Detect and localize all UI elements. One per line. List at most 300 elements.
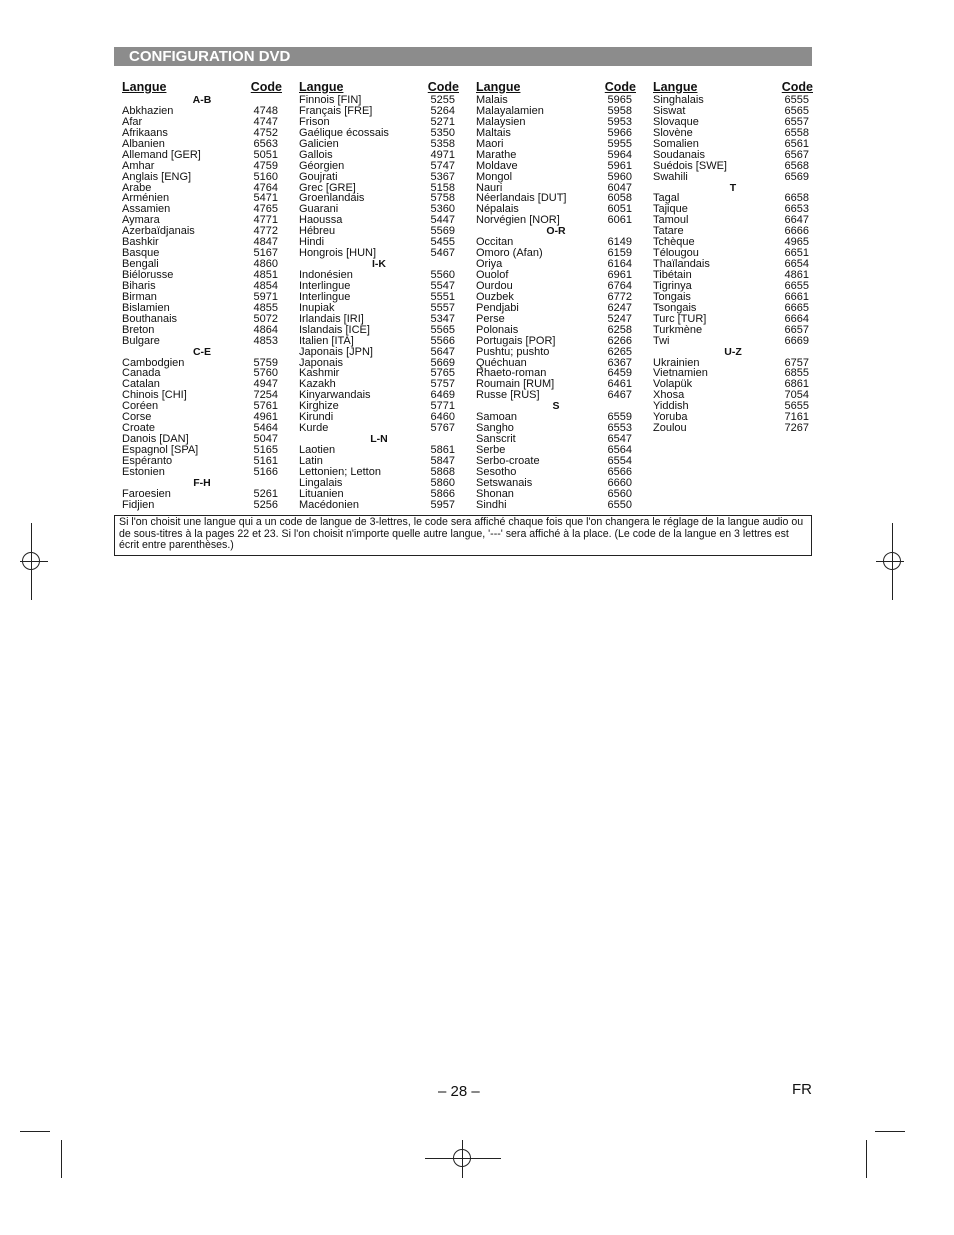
language-name: Croate (122, 422, 156, 435)
language-name: Turkmène (653, 323, 703, 336)
language-name: Sindhi (476, 498, 507, 511)
language-name: Thaïlandais (653, 258, 710, 271)
language-code: 6664 (784, 312, 809, 325)
language-code: 5047 (253, 433, 278, 446)
language-name: Somalien (653, 137, 699, 150)
section-divider (653, 347, 813, 358)
language-code: 4860 (253, 258, 278, 271)
language-code: 5256 (253, 498, 278, 511)
language-code: 6560 (607, 487, 632, 500)
section-label: O-R (546, 225, 566, 238)
language-name: Hongrois [HUN] (299, 247, 377, 260)
language-code: 6047 (607, 181, 632, 194)
language-code: 6459 (607, 367, 632, 380)
page-number: – 28 – (438, 1083, 480, 1100)
language-code: 6461 (607, 378, 632, 391)
language-row (653, 150, 813, 161)
language-code: 5758 (430, 192, 455, 205)
language-name: Birman (122, 290, 157, 303)
language-code: 6647 (784, 214, 809, 227)
language-code: 6568 (784, 159, 809, 172)
language-code: 6565 (784, 104, 809, 117)
language-code: 4861 (784, 269, 809, 281)
language-code: 5866 (430, 487, 455, 500)
section-label: L-N (370, 433, 388, 446)
language-code: 5971 (253, 290, 278, 303)
language-name: Basque (122, 247, 160, 260)
language-code: 5367 (430, 170, 455, 183)
language-code: 5761 (253, 400, 278, 413)
language-code: 5161 (253, 454, 278, 467)
language-name: Chinois [CHI] (122, 389, 187, 402)
language-code: 6555 (784, 94, 809, 106)
language-name: Kashmir (299, 367, 340, 380)
column-header-langue: Langue (299, 80, 344, 94)
language-name: Kirghize (299, 400, 339, 413)
language-name: Serbo-croate (476, 454, 540, 467)
language-name: Pendjabi (476, 301, 519, 314)
language-row (122, 150, 282, 161)
language-name: Hébreu (299, 225, 336, 238)
language-code: 6554 (607, 454, 632, 467)
language-code: 6764 (607, 279, 632, 292)
language-code: 6651 (784, 247, 809, 260)
language-row (299, 161, 459, 172)
language-name: Japonais [JPN] (299, 345, 373, 358)
language-code: 6051 (607, 203, 632, 216)
language-code: 5560 (430, 269, 455, 281)
language-name: Sangho (476, 422, 514, 435)
note-text: Si l'on choisit une langue qui a un code de langue de 3-lettres, le code sera affiché chaque fois que l'on changera le réglage de la langue audio ou de sous-titres à la pages 22 et 23. Si l'on choisit n'importe quelle autre langue, '---' sera affiché à la place. (Le code de la langue en 3 lettres est écrit entre parenthèses.) (119, 516, 804, 552)
language-name: Japonais (299, 356, 344, 369)
language-code: 6164 (607, 258, 632, 271)
language-row (299, 347, 459, 358)
language-name: Macédonien (299, 498, 359, 511)
language-name: Yoruba (653, 411, 688, 424)
language-name: Marathe (476, 148, 517, 161)
language-code: 6558 (784, 126, 809, 139)
language-code: 4747 (253, 115, 278, 128)
language-name: Catalan (122, 378, 160, 391)
language-name: Yiddish (653, 400, 689, 413)
language-name: Xhosa (653, 389, 685, 402)
language-code: 5759 (253, 356, 278, 369)
language-name: Allemand [GER] (122, 148, 201, 161)
language-code: 6669 (784, 334, 809, 347)
language-name: Inupiak (299, 301, 335, 314)
language-name: Tsongais (653, 301, 697, 314)
language-code: 6757 (784, 356, 809, 369)
language-name: Norvégien [NOR] (476, 214, 560, 227)
language-name: Tamoul (653, 214, 689, 227)
language-code: 6566 (607, 465, 632, 478)
language-code: 6469 (430, 389, 455, 402)
language-name: Interlingue (299, 279, 351, 292)
language-code: 6258 (607, 323, 632, 336)
language-code: 6567 (784, 148, 809, 161)
language-code: 6657 (784, 323, 809, 336)
language-code: 6266 (607, 334, 632, 347)
language-name: Moldave (476, 159, 518, 172)
language-name: Tchèque (653, 236, 695, 249)
language-name: Français [FRE] (299, 104, 373, 117)
language-name: Cambodgien (122, 356, 185, 369)
language-name: Corse (122, 411, 152, 424)
language-name: Azerbaïdjanais (122, 225, 195, 238)
column-header-langue: Langue (653, 80, 698, 94)
language-code: 5860 (430, 476, 455, 489)
language-name: Faroesien (122, 487, 171, 500)
language-name: Groenlandais (299, 192, 365, 205)
language-row (476, 172, 636, 183)
language-name: Sanscrit (476, 433, 516, 446)
language-name: Lettonien; Letton (299, 465, 381, 478)
registration-mark-bottom-icon (453, 1149, 471, 1167)
language-row (476, 336, 636, 347)
language-code: 5655 (784, 400, 809, 413)
language-name: Oriya (476, 258, 503, 271)
column-header-code: Code (427, 80, 459, 94)
language-code: 5464 (253, 422, 278, 435)
language-code: 5467 (430, 247, 455, 260)
language-code: 6367 (607, 356, 632, 369)
language-code: 6553 (607, 422, 632, 435)
language-code: 5455 (430, 236, 455, 249)
language-name: Bengali (122, 258, 159, 271)
language-code: 5566 (430, 334, 455, 347)
language-code: 4765 (253, 203, 278, 216)
language-name: Tajique (653, 203, 688, 216)
language-code: 5669 (430, 356, 455, 369)
language-name: Gaélique écossais (299, 126, 389, 139)
crop-mark-bottom-left-h (20, 1131, 50, 1132)
language-code: 5966 (607, 126, 632, 139)
language-name: Twi (653, 334, 670, 347)
language-name: Interlingue (299, 290, 351, 303)
language-code: 5551 (430, 290, 455, 303)
language-name: Malaysien (476, 115, 526, 128)
language-row (122, 325, 282, 336)
language-row (299, 500, 459, 511)
language-name: Pushtu; pushto (476, 345, 550, 358)
language-code: 5261 (253, 487, 278, 500)
language-name: Abkhazien (122, 104, 174, 117)
language-code: 5350 (430, 126, 455, 139)
language-name: Shonan (476, 487, 514, 500)
language-name: Breton (122, 323, 155, 336)
language-name: Setswanais (476, 476, 533, 489)
language-code: 5958 (607, 104, 632, 117)
section-label: T (729, 181, 737, 194)
language-name: Anglais [ENG] (122, 170, 192, 183)
column-header-code: Code (250, 80, 282, 94)
language-code: 5965 (607, 94, 632, 106)
language-code: 6561 (784, 137, 809, 150)
language-code: 5565 (430, 323, 455, 336)
language-code: 5961 (607, 159, 632, 172)
language-column-3 (476, 80, 636, 511)
language-name: Suédois [SWE] (653, 159, 727, 172)
language-code: 6666 (784, 225, 809, 238)
language-code: 5160 (253, 170, 278, 183)
language-row (122, 500, 282, 511)
language-code: 6861 (784, 378, 809, 391)
language-code: 4853 (253, 334, 278, 347)
language-name: Portugais [POR] (476, 334, 556, 347)
language-code: 4772 (253, 225, 278, 238)
language-code: 5158 (430, 181, 455, 194)
column-header (653, 80, 813, 95)
language-name: Roumain [RUM] (476, 378, 555, 391)
language-code: 5757 (430, 378, 455, 391)
language-name: Tongais (653, 290, 691, 303)
language-code: 5447 (430, 214, 455, 227)
language-row (122, 161, 282, 172)
section-title-bar (114, 47, 812, 66)
language-code: 4771 (253, 214, 278, 227)
crop-mark-bottom-left-v (61, 1140, 62, 1178)
language-name: Indonésien (299, 269, 353, 281)
language-code: 6654 (784, 258, 809, 271)
section-title: CONFIGURATION DVD (129, 48, 291, 65)
language-code: 6772 (607, 290, 632, 303)
language-column-2 (299, 80, 459, 511)
language-name: Biharis (122, 279, 156, 292)
language-code: 5165 (253, 444, 278, 456)
language-name: Quéchuan (476, 356, 527, 369)
language-code: 6660 (607, 476, 632, 489)
language-name: Kazakh (299, 378, 336, 391)
language-name: Irlandais [IRI] (299, 312, 364, 325)
language-name: Coréen (122, 400, 159, 413)
language-name: Volapük (653, 378, 693, 391)
language-name: Aymara (122, 214, 160, 227)
language-name: Italien [ITA] (299, 334, 354, 347)
language-name: Maori (476, 137, 504, 150)
language-code: 5264 (430, 104, 455, 117)
language-name: Samoan (476, 411, 517, 424)
language-row (476, 161, 636, 172)
language-row (653, 172, 813, 183)
language-row (653, 161, 813, 172)
language-column-4 (653, 80, 813, 434)
language-code: 5953 (607, 115, 632, 128)
column-header (299, 80, 459, 95)
language-name: Nauri (476, 181, 503, 194)
language-code: 7161 (784, 411, 809, 424)
language-column-1 (122, 80, 282, 511)
language-name: Vietnamien (653, 367, 708, 380)
language-name: Ouzbek (476, 290, 514, 303)
language-row (299, 336, 459, 347)
language-code: 6547 (607, 433, 632, 446)
language-code: 6655 (784, 279, 809, 292)
language-name: Polonais (476, 323, 519, 336)
language-code: 5360 (430, 203, 455, 216)
language-name: Afrikaans (122, 126, 168, 139)
language-name: Kurde (299, 422, 329, 435)
language-name: Ourdou (476, 279, 513, 292)
column-header-langue: Langue (122, 80, 167, 94)
language-code: 5255 (430, 94, 455, 106)
language-name: Malayalamien (476, 104, 544, 117)
language-name: Néerlandais [DUT] (476, 192, 567, 205)
language-name: Bislamien (122, 301, 170, 314)
language-name: Malais (476, 94, 508, 106)
section-label: I-K (372, 258, 386, 271)
language-name: Slovène (653, 126, 693, 139)
language-code: 4752 (253, 126, 278, 139)
language-name: Géorgien (299, 159, 345, 172)
language-name: Danois [DAN] (122, 433, 189, 446)
section-divider (122, 347, 282, 358)
language-code: 5167 (253, 247, 278, 260)
column-header-langue: Langue (476, 80, 521, 94)
language-row (476, 347, 636, 358)
language-name: Fidjien (122, 498, 155, 511)
crop-mark-bottom-right-h (875, 1131, 905, 1132)
language-code: 4854 (253, 279, 278, 292)
language-name: Guarani (299, 203, 339, 216)
language-code: 4864 (253, 323, 278, 336)
language-name: Tibétain (653, 269, 692, 281)
language-code: 6653 (784, 203, 809, 216)
crop-mark-bottom-right-v (866, 1140, 867, 1178)
language-name: Lingalais (299, 476, 343, 489)
language-code: 7254 (253, 389, 278, 402)
language-name: Arabe (122, 181, 152, 194)
language-code: 5760 (253, 367, 278, 380)
language-code: 4759 (253, 159, 278, 172)
language-name: Swahili (653, 170, 688, 183)
language-name: Bashkir (122, 236, 159, 249)
language-code: 5771 (430, 400, 455, 413)
language-code: 6665 (784, 301, 809, 314)
language-code: 5247 (607, 312, 632, 325)
section-label: F-H (193, 476, 211, 489)
registration-mark-right-icon (883, 552, 901, 570)
language-code: 5955 (607, 137, 632, 150)
language-name: Albanien (122, 137, 165, 150)
language-name: Laotien (299, 444, 336, 456)
language-code: 5647 (430, 345, 455, 358)
language-code: 5767 (430, 422, 455, 435)
language-name: Turc [TUR] (653, 312, 707, 325)
language-code: 6265 (607, 345, 632, 358)
language-code: 6961 (607, 269, 632, 281)
language-name: Zoulou (653, 422, 687, 435)
language-code: 4851 (253, 269, 278, 281)
language-name: Afar (122, 115, 143, 128)
language-name: Espéranto (122, 454, 173, 467)
column-header-code: Code (781, 80, 813, 94)
language-name: Grec [GRE] (299, 181, 356, 194)
language-name: Canada (122, 367, 161, 380)
language-name: Kinyarwandais (299, 389, 371, 402)
language-name: Goujrati (299, 170, 338, 183)
language-row (299, 172, 459, 183)
section-label: C-E (192, 345, 212, 358)
language-name: Siswat (653, 104, 686, 117)
language-code: 6058 (607, 192, 632, 205)
language-name: Lituanien (299, 487, 344, 500)
language-code: 5547 (430, 279, 455, 292)
language-code: 5471 (253, 192, 278, 205)
language-name: Amhar (122, 159, 155, 172)
language-name: Rhaeto-roman (476, 367, 547, 380)
language-row (653, 423, 813, 434)
language-code: 5347 (430, 312, 455, 325)
language-code: 6247 (607, 301, 632, 314)
language-code: 5557 (430, 301, 455, 314)
language-code: 5765 (430, 367, 455, 380)
language-name: Gallois (299, 148, 333, 161)
language-code: 5271 (430, 115, 455, 128)
language-code: 5964 (607, 148, 632, 161)
language-code: 6149 (607, 236, 632, 249)
language-row (299, 325, 459, 336)
language-name: Finnois [FIN] (299, 94, 362, 106)
language-name: Mongol (476, 170, 513, 183)
language-name: Assamien (122, 203, 171, 216)
language-code: 6661 (784, 290, 809, 303)
page-language-label: FR (792, 1081, 812, 1098)
language-code: 5957 (430, 498, 455, 511)
language-name: Bulgare (122, 334, 160, 347)
language-code: 5072 (253, 312, 278, 325)
language-code: 4961 (253, 411, 278, 424)
language-row (476, 500, 636, 511)
language-name: Sesotho (476, 465, 517, 478)
language-code: 7267 (784, 422, 809, 435)
language-row (476, 150, 636, 161)
language-code: 6557 (784, 115, 809, 128)
language-code: 4947 (253, 378, 278, 391)
language-code: 5847 (430, 454, 455, 467)
language-row (653, 325, 813, 336)
language-code: 4847 (253, 236, 278, 249)
section-label: S (552, 400, 560, 413)
language-code: 5868 (430, 465, 455, 478)
language-name: Singhalais (653, 94, 704, 106)
language-row (122, 336, 282, 347)
language-code: 5960 (607, 170, 632, 183)
language-row (476, 325, 636, 336)
language-row (122, 172, 282, 183)
language-name: Serbe (476, 444, 506, 456)
language-name: Tigrinya (653, 279, 692, 292)
language-code: 5358 (430, 137, 455, 150)
language-name: Ukrainien (653, 356, 700, 369)
section-label: U-Z (724, 345, 742, 358)
language-name: Islandais [ICE] (299, 323, 370, 336)
section-label: A-B (192, 94, 212, 106)
language-code: 6658 (784, 192, 809, 205)
language-name: Latin (299, 454, 323, 467)
language-name: Slovaque (653, 115, 699, 128)
language-code: 6467 (607, 389, 632, 402)
language-code: 4855 (253, 301, 278, 314)
language-name: Omoro (Afan) (476, 247, 543, 260)
language-name: Télougou (653, 247, 699, 260)
language-name: Maltais (476, 126, 511, 139)
registration-mark-left-icon (22, 552, 40, 570)
language-code: 4971 (430, 148, 455, 161)
language-row (653, 336, 813, 347)
language-code: 7054 (784, 389, 809, 402)
language-code: 6855 (784, 367, 809, 380)
language-code: 5051 (253, 148, 278, 161)
